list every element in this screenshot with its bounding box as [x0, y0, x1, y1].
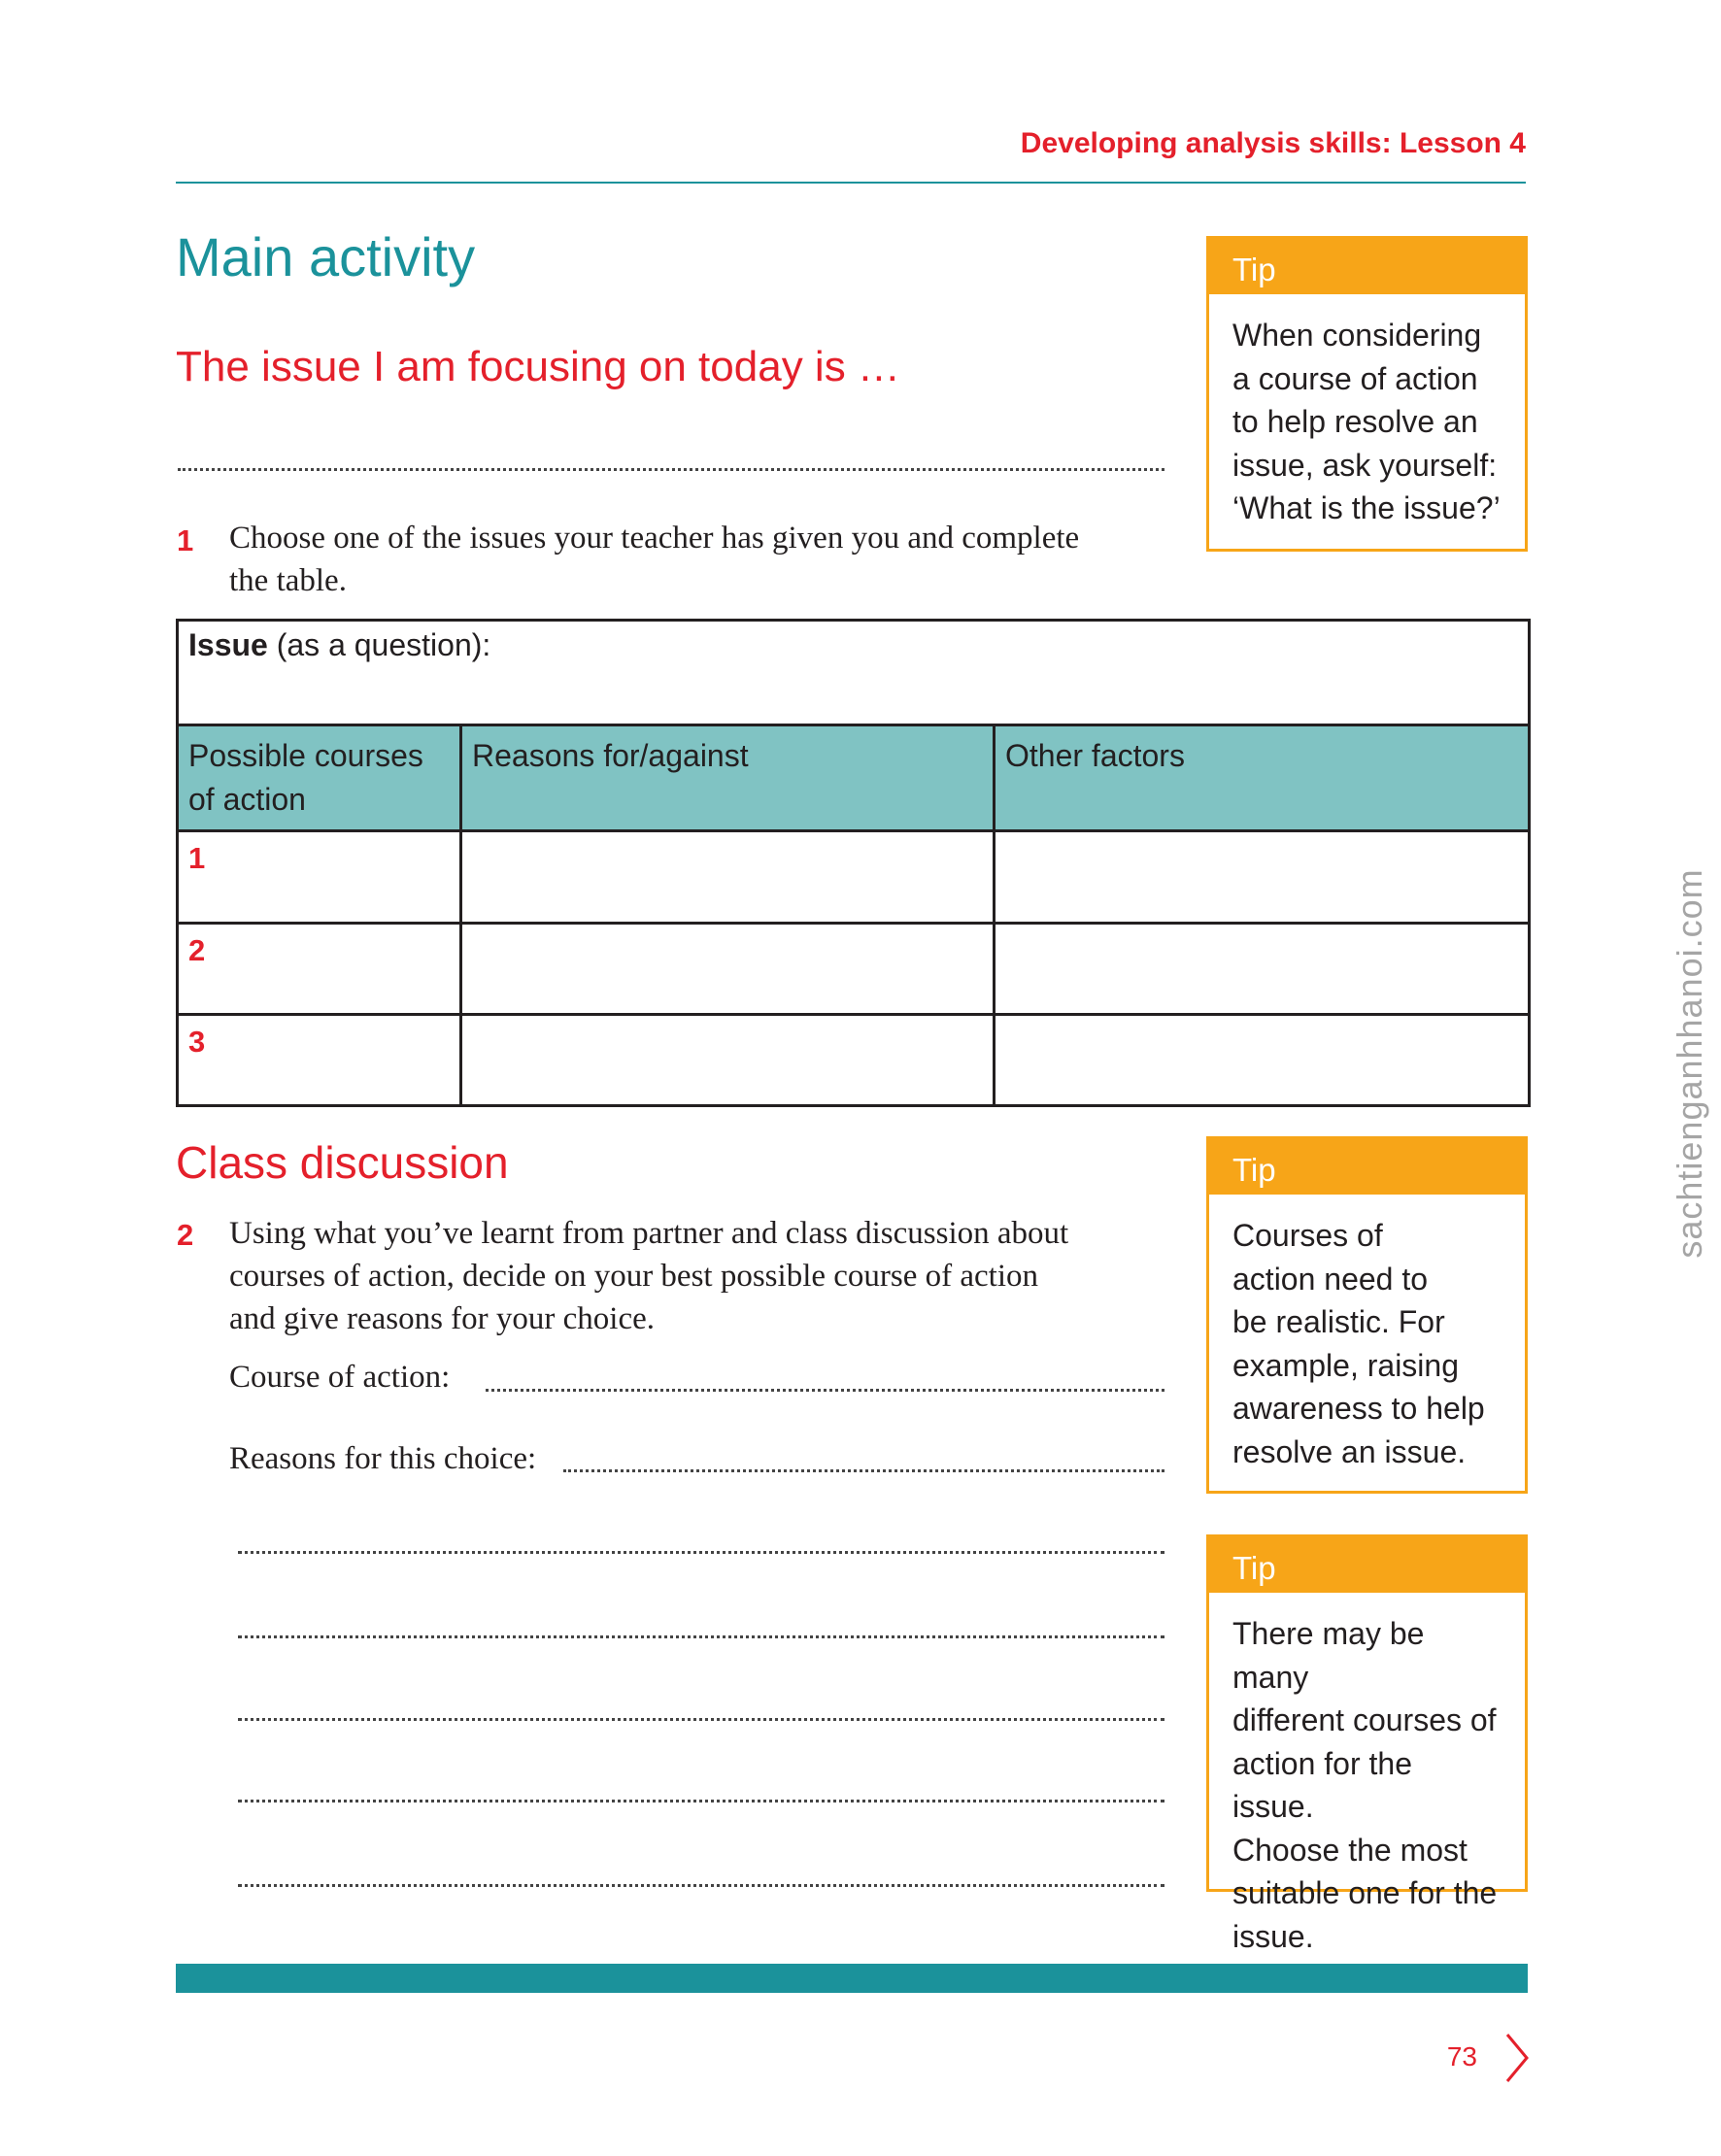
issue-heading: The issue I am focusing on today is … [176, 343, 900, 390]
running-header: Developing analysis skills: Lesson 4 [1020, 127, 1526, 159]
row-number-1: 1 [188, 841, 206, 875]
tip-body [1209, 294, 1525, 530]
column-header-possible-courses: Possible courses of action [178, 725, 461, 831]
tip-title: Tip [1209, 239, 1525, 294]
watermark: sachtienganhhanoi.com [1670, 868, 1709, 1259]
factors-cell-2[interactable] [995, 924, 1530, 1015]
tip-line: When considering [1232, 318, 1482, 353]
table-row [178, 924, 1530, 1015]
question-1-text [229, 517, 1181, 602]
issue-label: Issue [188, 627, 268, 662]
tip-line: There may be many [1232, 1616, 1425, 1695]
issue-question-cell[interactable] [178, 621, 1530, 725]
tip-box-1 [1206, 236, 1528, 552]
section-heading-class-discussion: Class discussion [176, 1137, 509, 1188]
answer-line[interactable] [238, 1800, 1164, 1802]
answer-line[interactable] [238, 1635, 1164, 1638]
reasons-cell-2[interactable] [461, 924, 995, 1015]
tip-line: to help resolve an [1232, 404, 1478, 439]
tip-line: action need to [1232, 1261, 1429, 1297]
table-row [178, 1015, 1530, 1106]
tip-line: action for the issue. [1232, 1745, 1412, 1824]
answer-line[interactable] [238, 1718, 1164, 1721]
reasons-cell-1[interactable] [461, 831, 995, 924]
question-1-line-2: the table. [229, 563, 347, 598]
tip-body [1209, 1593, 1525, 1958]
header-divider [176, 182, 1526, 184]
tip-line: suitable one for the [1232, 1875, 1498, 1910]
tip-line: a course of action [1232, 360, 1478, 396]
reasons-label: Reasons for this choice: [229, 1441, 537, 1476]
tip-line: awareness to help [1232, 1391, 1485, 1426]
tip-title: Tip [1209, 1139, 1525, 1195]
tip-line: issue, ask yourself: [1232, 447, 1498, 483]
section-heading-main-activity: Main activity [176, 226, 476, 287]
issue-label-rest: (as a question): [267, 627, 491, 662]
answer-line[interactable] [238, 1551, 1164, 1554]
reasons-line[interactable] [563, 1469, 1164, 1472]
tip-box-3 [1206, 1534, 1528, 1954]
tip-line: example, raising [1232, 1347, 1459, 1383]
course-of-action-line[interactable] [486, 1389, 1164, 1392]
answer-line[interactable] [238, 1884, 1164, 1887]
chevron-right-icon[interactable] [1503, 2032, 1531, 2084]
tip-line: different courses of [1232, 1702, 1497, 1737]
course-of-action-label: Course of action: [229, 1360, 451, 1395]
course-cell-1[interactable] [178, 831, 461, 924]
factors-cell-3[interactable] [995, 1015, 1530, 1106]
course-cell-3[interactable] [178, 1015, 461, 1106]
question-2-line-1: Using what you’ve learnt from partner and class discussion about [229, 1216, 1069, 1251]
question-1-line-1: Choose one of the issues your teacher has given you and complete [229, 521, 1080, 556]
factors-cell-1[interactable] [995, 831, 1530, 924]
reasons-cell-3[interactable] [461, 1015, 995, 1106]
footer-bar [176, 1964, 1528, 1993]
page-number: 73 [1446, 2041, 1477, 2072]
question-2-line-2: courses of action, decide on your best possible course of action [229, 1259, 1039, 1294]
tip-box-2 [1206, 1136, 1528, 1494]
tip-title: Tip [1209, 1537, 1525, 1593]
question-number-2: 2 [177, 1218, 194, 1252]
column-header-other-factors: Other factors [995, 725, 1530, 831]
course-cell-2[interactable] [178, 924, 461, 1015]
tip-line: be realistic. For [1232, 1304, 1445, 1339]
tip-line: Courses of [1232, 1218, 1383, 1253]
tip-line: Choose the most [1232, 1832, 1468, 1868]
row-number-2: 2 [188, 933, 206, 967]
tip-line: issue. [1232, 1918, 1314, 1954]
tip-line: ‘What is the issue?’ [1232, 490, 1501, 525]
tip-line: resolve an issue. [1232, 1433, 1467, 1469]
question-number-1: 1 [177, 523, 194, 557]
courses-of-action-table [176, 619, 1531, 1107]
question-2-text [229, 1212, 1181, 1340]
column-header-reasons: Reasons for/against [461, 725, 995, 831]
table-row [178, 831, 1530, 924]
row-number-3: 3 [188, 1025, 206, 1059]
tip-body [1209, 1195, 1525, 1473]
issue-answer-line[interactable] [178, 468, 1164, 471]
question-2-line-3: and give reasons for your choice. [229, 1301, 656, 1336]
